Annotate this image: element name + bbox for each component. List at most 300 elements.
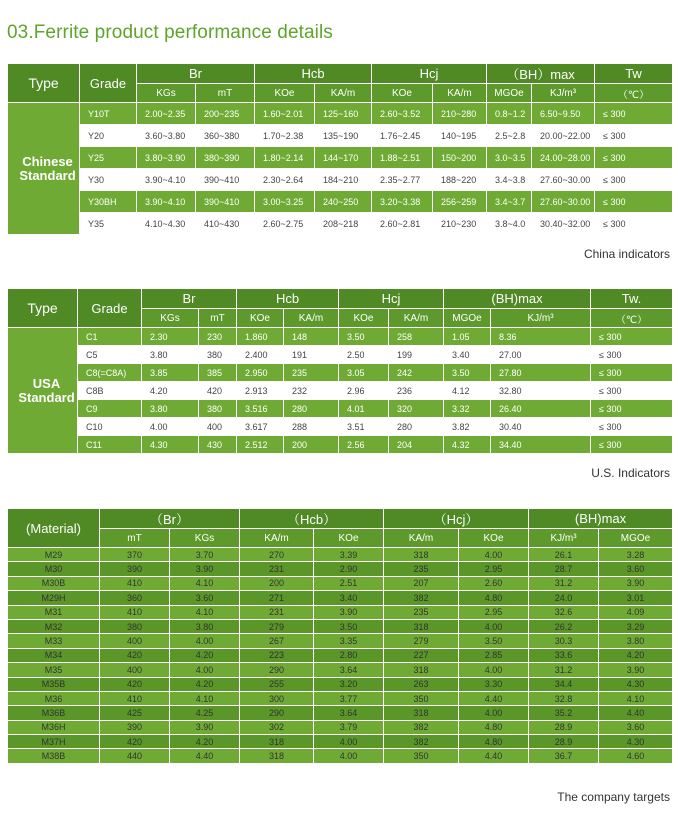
value-cell: 2.950 xyxy=(237,364,284,382)
table-row xyxy=(8,619,673,633)
table-row xyxy=(8,691,673,705)
value-cell: 4.40 xyxy=(599,706,673,720)
value-cell: 420 xyxy=(100,735,170,749)
value-cell: 230 xyxy=(199,328,237,346)
value-cell: ≤ 300 xyxy=(591,436,673,454)
value-cell: 204 xyxy=(389,436,444,454)
value-cell: 24.00~28.00 xyxy=(532,147,595,169)
value-cell: 279 xyxy=(240,619,314,633)
value-cell: ≤ 300 xyxy=(591,382,673,400)
value-cell: 3.60~3.80 xyxy=(137,125,196,147)
value-cell: 140~195 xyxy=(433,125,487,147)
value-cell: 8.36 xyxy=(491,328,591,346)
value-cell: 144~170 xyxy=(315,147,372,169)
grade-cell: Y25 xyxy=(80,147,137,169)
value-cell: 3.80 xyxy=(142,400,199,418)
grade-cell: C10 xyxy=(78,418,142,436)
value-cell: 3.05 xyxy=(339,364,389,382)
page-title: 03.Ferrite product performance details xyxy=(7,22,333,43)
value-cell: 4.00 xyxy=(459,706,529,720)
table-row xyxy=(8,706,673,720)
value-cell: 3.64 xyxy=(314,706,384,720)
unit-header: KGs xyxy=(170,529,240,548)
value-cell: 263 xyxy=(384,677,459,691)
material-cell: M30 xyxy=(8,562,100,576)
value-cell: 2.400 xyxy=(237,346,284,364)
value-cell: 390~410 xyxy=(196,169,255,191)
value-cell: 4.60 xyxy=(599,749,673,763)
value-cell: 30.40~32.00 xyxy=(532,213,595,235)
table-row xyxy=(8,735,673,749)
grade-header: Grade xyxy=(80,64,137,103)
value-cell: 4.10 xyxy=(599,691,673,705)
value-cell: 3.39 xyxy=(314,548,384,562)
material-header: (Material) xyxy=(8,509,100,548)
table-row xyxy=(8,663,673,677)
value-cell: 27.00 xyxy=(491,346,591,364)
value-cell: 4.32 xyxy=(444,436,491,454)
value-cell: 32.80 xyxy=(491,382,591,400)
value-cell: 290 xyxy=(240,663,314,677)
table-row xyxy=(8,634,673,648)
value-cell: 430 xyxy=(199,436,237,454)
china-caption: China indicators xyxy=(583,247,670,261)
value-cell: 382 xyxy=(384,591,459,605)
table-row xyxy=(8,125,673,147)
value-cell: 267 xyxy=(240,634,314,648)
value-cell: 3.64 xyxy=(314,663,384,677)
value-cell: 32.8 xyxy=(529,691,599,705)
material-cell: M32 xyxy=(8,619,100,633)
value-cell: 236 xyxy=(389,382,444,400)
grade-cell: C8B xyxy=(78,382,142,400)
value-cell: 3.01 xyxy=(599,591,673,605)
value-cell: ≤ 300 xyxy=(595,103,673,125)
table-row xyxy=(8,191,673,213)
value-cell: 135~190 xyxy=(315,125,372,147)
value-cell: 1.88~2.51 xyxy=(372,147,433,169)
value-cell: 385 xyxy=(199,364,237,382)
value-cell: 350 xyxy=(384,749,459,763)
value-cell: 2.30 xyxy=(142,328,199,346)
value-cell: 256~259 xyxy=(433,191,487,213)
value-cell: 3.90 xyxy=(170,562,240,576)
unit-header: mT xyxy=(196,84,255,103)
value-cell: 3.70 xyxy=(170,548,240,562)
table-row xyxy=(8,562,673,576)
value-cell: 4.10 xyxy=(170,605,240,619)
value-cell: 235 xyxy=(384,605,459,619)
value-cell: 24.0 xyxy=(529,591,599,605)
value-cell: 208~218 xyxy=(315,213,372,235)
value-cell: 318 xyxy=(384,663,459,677)
value-cell: 350 xyxy=(384,691,459,705)
value-cell: 150~200 xyxy=(433,147,487,169)
unit-header: KGs xyxy=(142,309,199,328)
grade-cell: C9 xyxy=(78,400,142,418)
value-cell: 3.617 xyxy=(237,418,284,436)
value-cell: 3.90 xyxy=(599,576,673,590)
group-header: Tw. xyxy=(591,289,673,309)
value-cell: 318 xyxy=(240,749,314,763)
value-cell: ≤ 300 xyxy=(595,213,673,235)
grade-cell: Y10T xyxy=(80,103,137,125)
value-cell: 3.79 xyxy=(314,720,384,734)
unit-header: KOe xyxy=(314,529,384,548)
value-cell: 270 xyxy=(240,548,314,562)
value-cell: 3.35 xyxy=(314,634,384,648)
unit-header: KA/m xyxy=(389,309,444,328)
table-row xyxy=(8,591,673,605)
value-cell: 4.00 xyxy=(314,749,384,763)
value-cell: 31.2 xyxy=(529,663,599,677)
unit-header: mT xyxy=(199,309,237,328)
value-cell: 390 xyxy=(100,720,170,734)
value-cell: 6.50~9.50 xyxy=(532,103,595,125)
material-cell: M31 xyxy=(8,605,100,619)
group-header: Br xyxy=(142,289,237,309)
value-cell: 26.2 xyxy=(529,619,599,633)
value-cell: 380 xyxy=(199,400,237,418)
unit-header: KGs xyxy=(137,84,196,103)
unit-header: KOe xyxy=(255,84,315,103)
table-row xyxy=(8,382,673,400)
material-cell: M38B xyxy=(8,749,100,763)
value-cell: 3.90~4.10 xyxy=(137,191,196,213)
value-cell: 4.10 xyxy=(170,691,240,705)
value-cell: 4.40 xyxy=(459,691,529,705)
group-header: (BH)max xyxy=(444,289,591,309)
value-cell: 3.50 xyxy=(314,619,384,633)
value-cell: 360 xyxy=(100,591,170,605)
value-cell: 4.00 xyxy=(459,548,529,562)
grade-cell: Y35 xyxy=(80,213,137,235)
value-cell: 420 xyxy=(199,382,237,400)
value-cell: 2.95 xyxy=(459,605,529,619)
value-cell: 28.9 xyxy=(529,720,599,734)
value-cell: 184~210 xyxy=(315,169,372,191)
group-header: （Br） xyxy=(100,509,240,529)
value-cell: 30.40 xyxy=(491,418,591,436)
value-cell: 3.50 xyxy=(459,634,529,648)
group-header: Hcb xyxy=(237,289,339,309)
value-cell: 4.30 xyxy=(599,677,673,691)
value-cell: 2.60~2.81 xyxy=(372,213,433,235)
value-cell: 28.9 xyxy=(529,735,599,749)
unit-header: MGOe xyxy=(444,309,491,328)
unit-header: mT xyxy=(100,529,170,548)
table-row xyxy=(8,749,673,763)
standard-label: Chinese Standard xyxy=(8,103,80,235)
value-cell: 320 xyxy=(389,400,444,418)
value-cell: 4.00 xyxy=(170,634,240,648)
grade-cell: Y30BH xyxy=(80,191,137,213)
value-cell: 125~160 xyxy=(315,103,372,125)
value-cell: 410 xyxy=(100,576,170,590)
group-header: Hcj xyxy=(372,64,487,84)
unit-header: KOe xyxy=(339,309,389,328)
table-row xyxy=(8,418,673,436)
value-cell: 3.90 xyxy=(170,720,240,734)
value-cell: ≤ 300 xyxy=(595,169,673,191)
value-cell: 4.25 xyxy=(170,706,240,720)
table-row xyxy=(8,436,673,454)
table-row xyxy=(8,328,673,346)
value-cell: 440 xyxy=(100,749,170,763)
value-cell: 4.00 xyxy=(314,735,384,749)
value-cell: 2.90 xyxy=(314,562,384,576)
value-cell: 2.30~2.64 xyxy=(255,169,315,191)
value-cell: 2.96 xyxy=(339,382,389,400)
value-cell: 3.32 xyxy=(444,400,491,418)
value-cell: 390 xyxy=(100,562,170,576)
unit-header: KA/m xyxy=(240,529,314,548)
value-cell: 2.85 xyxy=(459,648,529,662)
value-cell: 3.4~3.7 xyxy=(487,191,532,213)
value-cell: 370 xyxy=(100,548,170,562)
value-cell: 2.512 xyxy=(237,436,284,454)
value-cell: 380~390 xyxy=(196,147,255,169)
value-cell: 0.8~1.2 xyxy=(487,103,532,125)
value-cell: 3.60 xyxy=(599,562,673,576)
value-cell: 3.80 xyxy=(599,634,673,648)
unit-header: KA/m xyxy=(284,309,339,328)
value-cell: 2.60~3.52 xyxy=(372,103,433,125)
value-cell: 410~430 xyxy=(196,213,255,235)
value-cell: 2.60 xyxy=(459,576,529,590)
value-cell: ≤ 300 xyxy=(595,125,673,147)
value-cell: 4.00 xyxy=(459,619,529,633)
value-cell: 2.80 xyxy=(314,648,384,662)
value-cell: 4.12 xyxy=(444,382,491,400)
company-caption: The company targets xyxy=(557,790,670,804)
value-cell: 231 xyxy=(240,605,314,619)
value-cell: 1.05 xyxy=(444,328,491,346)
value-cell: 33.6 xyxy=(529,648,599,662)
value-cell: 3.80 xyxy=(170,619,240,633)
value-cell: 223 xyxy=(240,648,314,662)
table-row xyxy=(8,605,673,619)
value-cell: 4.00 xyxy=(142,418,199,436)
grade-cell: C8(=C8A) xyxy=(78,364,142,382)
value-cell: 4.00 xyxy=(170,663,240,677)
group-header: Tw xyxy=(595,64,673,84)
value-cell: 34.4 xyxy=(529,677,599,691)
value-cell: 2.50 xyxy=(339,346,389,364)
material-cell: M35B xyxy=(8,677,100,691)
table-row xyxy=(8,576,673,590)
value-cell: 235 xyxy=(384,562,459,576)
value-cell: 27.60~30.00 xyxy=(532,191,595,213)
value-cell: 3.90 xyxy=(314,605,384,619)
grade-header: Grade xyxy=(78,289,142,328)
value-cell: 255 xyxy=(240,677,314,691)
value-cell: 200 xyxy=(284,436,339,454)
value-cell: 36.7 xyxy=(529,749,599,763)
table-row xyxy=(8,364,673,382)
value-cell: 1.76~2.45 xyxy=(372,125,433,147)
value-cell: 30.3 xyxy=(529,634,599,648)
value-cell: 4.80 xyxy=(459,735,529,749)
usa-caption: U.S. Indicators xyxy=(591,466,670,480)
value-cell: 3.80~3.90 xyxy=(137,147,196,169)
value-cell: ≤ 300 xyxy=(591,346,673,364)
value-cell: 380 xyxy=(199,346,237,364)
value-cell: 4.00 xyxy=(459,663,529,677)
value-cell: 232 xyxy=(284,382,339,400)
unit-header: （℃） xyxy=(591,309,673,328)
grade-cell: C1 xyxy=(78,328,142,346)
value-cell: 4.20 xyxy=(599,648,673,662)
value-cell: 318 xyxy=(384,548,459,562)
value-cell: 2.56 xyxy=(339,436,389,454)
value-cell: 420 xyxy=(100,677,170,691)
value-cell: 3.60 xyxy=(599,720,673,734)
value-cell: 420 xyxy=(100,648,170,662)
table-row xyxy=(8,346,673,364)
value-cell: 3.28 xyxy=(599,548,673,562)
value-cell: 410 xyxy=(100,691,170,705)
table-row xyxy=(8,548,673,562)
value-cell: 3.20 xyxy=(314,677,384,691)
material-cell: M29H xyxy=(8,591,100,605)
value-cell: 3.29 xyxy=(599,619,673,633)
value-cell: 3.40 xyxy=(444,346,491,364)
unit-header: KOe xyxy=(459,529,529,548)
value-cell: 271 xyxy=(240,591,314,605)
value-cell: 3.82 xyxy=(444,418,491,436)
value-cell: 3.20~3.38 xyxy=(372,191,433,213)
value-cell: 380 xyxy=(100,619,170,633)
value-cell: 26.40 xyxy=(491,400,591,418)
grade-cell: Y30 xyxy=(80,169,137,191)
value-cell: 200~235 xyxy=(196,103,255,125)
material-cell: M34 xyxy=(8,648,100,662)
value-cell: 4.20 xyxy=(170,735,240,749)
grade-cell: C11 xyxy=(78,436,142,454)
value-cell: 400 xyxy=(100,663,170,677)
value-cell: 4.10 xyxy=(170,576,240,590)
value-cell: 242 xyxy=(389,364,444,382)
value-cell: 318 xyxy=(384,706,459,720)
group-header: （Hcj） xyxy=(384,509,529,529)
value-cell: 3.50 xyxy=(339,328,389,346)
unit-header: KJ/m³ xyxy=(532,84,595,103)
value-cell: 1.80~2.14 xyxy=(255,147,315,169)
value-cell: 3.77 xyxy=(314,691,384,705)
company-targets-table xyxy=(7,508,673,764)
material-cell: M36H xyxy=(8,720,100,734)
material-cell: M36B xyxy=(8,706,100,720)
value-cell: 199 xyxy=(389,346,444,364)
value-cell: 4.30 xyxy=(599,735,673,749)
value-cell: 4.80 xyxy=(459,591,529,605)
table-row xyxy=(8,400,673,418)
value-cell: 4.20 xyxy=(170,677,240,691)
value-cell: 3.30 xyxy=(459,677,529,691)
value-cell: 3.90 xyxy=(599,663,673,677)
value-cell: 3.00~3.25 xyxy=(255,191,315,213)
grade-cell: C5 xyxy=(78,346,142,364)
value-cell: 32.6 xyxy=(529,605,599,619)
china-standard-table xyxy=(7,63,673,235)
value-cell: 227 xyxy=(384,648,459,662)
unit-header: （℃） xyxy=(595,84,673,103)
value-cell: 27.80 xyxy=(491,364,591,382)
type-header: Type xyxy=(8,289,78,328)
unit-header: KA/m xyxy=(433,84,487,103)
value-cell: 3.90~4.10 xyxy=(137,169,196,191)
unit-header: KJ/m³ xyxy=(491,309,591,328)
value-cell: 28.7 xyxy=(529,562,599,576)
group-header: Br xyxy=(137,64,255,84)
value-cell: ≤ 300 xyxy=(595,147,673,169)
value-cell: 288 xyxy=(284,418,339,436)
material-cell: M36 xyxy=(8,691,100,705)
value-cell: 20.00~22.00 xyxy=(532,125,595,147)
value-cell: 1.60~2.01 xyxy=(255,103,315,125)
value-cell: 400 xyxy=(199,418,237,436)
value-cell: 4.40 xyxy=(170,749,240,763)
value-cell: 200 xyxy=(240,576,314,590)
value-cell: 425 xyxy=(100,706,170,720)
standard-label: USA Standard xyxy=(8,328,78,454)
unit-header: MGOe xyxy=(487,84,532,103)
unit-header: KOe xyxy=(372,84,433,103)
value-cell: 210~280 xyxy=(433,103,487,125)
value-cell: 1.860 xyxy=(237,328,284,346)
value-cell: 4.80 xyxy=(459,720,529,734)
group-header: Hcb xyxy=(255,64,372,84)
table-row xyxy=(8,720,673,734)
value-cell: 3.516 xyxy=(237,400,284,418)
unit-header: KA/m xyxy=(384,529,459,548)
value-cell: 191 xyxy=(284,346,339,364)
value-cell: 280 xyxy=(284,400,339,418)
value-cell: 4.10~4.30 xyxy=(137,213,196,235)
value-cell: 240~250 xyxy=(315,191,372,213)
unit-header: MGOe xyxy=(599,529,673,548)
unit-header: KJ/m³ xyxy=(529,529,599,548)
material-cell: M29 xyxy=(8,548,100,562)
value-cell: 4.20 xyxy=(170,648,240,662)
value-cell: 34.40 xyxy=(491,436,591,454)
value-cell: 3.4~3.8 xyxy=(487,169,532,191)
value-cell: 207 xyxy=(384,576,459,590)
value-cell: 3.40 xyxy=(314,591,384,605)
value-cell: 231 xyxy=(240,562,314,576)
grade-cell: Y20 xyxy=(80,125,137,147)
value-cell: 3.51 xyxy=(339,418,389,436)
value-cell: 300 xyxy=(240,691,314,705)
value-cell: 2.60~2.75 xyxy=(255,213,315,235)
value-cell: 382 xyxy=(384,735,459,749)
value-cell: 280 xyxy=(389,418,444,436)
group-header: (BH)max xyxy=(529,509,673,529)
value-cell: 2.35~2.77 xyxy=(372,169,433,191)
value-cell: 3.85 xyxy=(142,364,199,382)
value-cell: 3.0~3.5 xyxy=(487,147,532,169)
value-cell: 35.2 xyxy=(529,706,599,720)
table-row xyxy=(8,677,673,691)
value-cell: ≤ 300 xyxy=(591,418,673,436)
value-cell: 258 xyxy=(389,328,444,346)
value-cell: 4.40 xyxy=(459,749,529,763)
value-cell: 4.09 xyxy=(599,605,673,619)
value-cell: 2.913 xyxy=(237,382,284,400)
value-cell: 3.80 xyxy=(142,346,199,364)
unit-header: KA/m xyxy=(315,84,372,103)
